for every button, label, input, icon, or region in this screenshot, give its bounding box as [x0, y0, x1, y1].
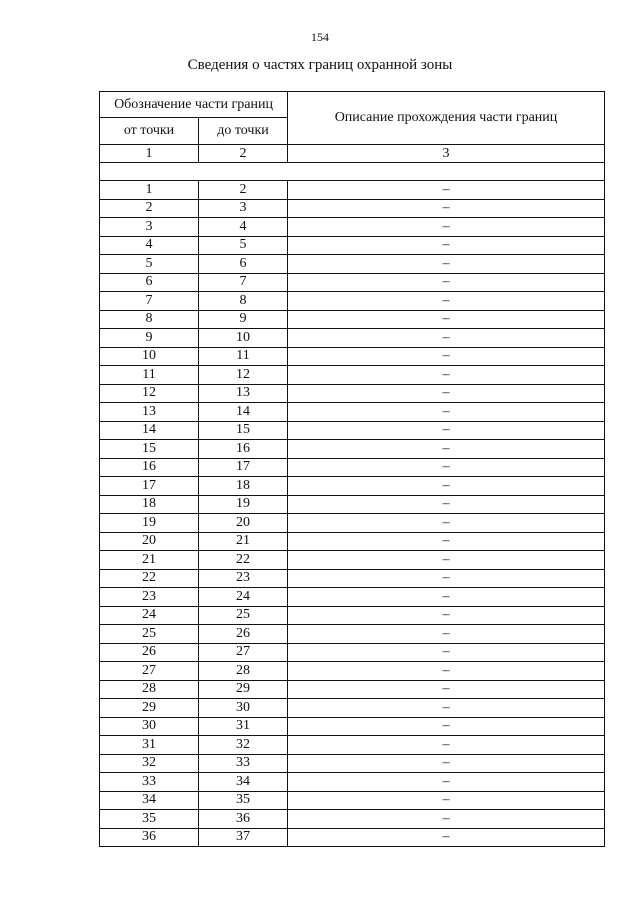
description-cell: – — [288, 532, 605, 551]
table-row — [100, 403, 605, 422]
from-point-cell: 9 — [100, 329, 199, 348]
table-row — [100, 625, 605, 644]
from-point-cell: 24 — [100, 606, 199, 625]
to-point-cell: 9 — [199, 310, 288, 329]
description-cell: – — [288, 273, 605, 292]
table-row — [100, 440, 605, 459]
description-cell: – — [288, 588, 605, 607]
table-row — [100, 736, 605, 755]
column-number-row — [100, 145, 605, 163]
from-point-cell: 32 — [100, 754, 199, 773]
table-row — [100, 384, 605, 403]
from-point-cell: 11 — [100, 366, 199, 385]
to-point-cell: 17 — [199, 458, 288, 477]
description-cell: – — [288, 606, 605, 625]
header-description: Описание прохождения части границ — [288, 92, 605, 145]
from-point-cell: 13 — [100, 403, 199, 422]
from-point-cell: 29 — [100, 699, 199, 718]
table-row — [100, 421, 605, 440]
to-point-cell: 5 — [199, 236, 288, 255]
description-cell: – — [288, 643, 605, 662]
from-point-cell: 3 — [100, 218, 199, 237]
column-number-3: 3 — [288, 145, 605, 163]
table-row — [100, 236, 605, 255]
description-cell: – — [288, 717, 605, 736]
to-point-cell: 8 — [199, 292, 288, 311]
to-point-cell: 15 — [199, 421, 288, 440]
description-cell: – — [288, 625, 605, 644]
table-row — [100, 514, 605, 533]
to-point-cell: 31 — [199, 717, 288, 736]
to-point-cell: 24 — [199, 588, 288, 607]
to-point-cell: 20 — [199, 514, 288, 533]
from-point-cell: 16 — [100, 458, 199, 477]
section-spacer-row — [100, 163, 605, 181]
header-to-point: до точки — [199, 118, 288, 145]
from-point-cell: 2 — [100, 199, 199, 218]
from-point-cell: 15 — [100, 440, 199, 459]
table-row — [100, 551, 605, 570]
from-point-cell: 1 — [100, 181, 199, 200]
description-cell: – — [288, 810, 605, 829]
boundary-parts-table — [99, 91, 605, 847]
from-point-cell: 19 — [100, 514, 199, 533]
page-number: 154 — [311, 30, 329, 44]
description-cell: – — [288, 421, 605, 440]
table-row — [100, 791, 605, 810]
description-cell: – — [288, 514, 605, 533]
description-cell: – — [288, 828, 605, 847]
from-point-cell: 27 — [100, 662, 199, 681]
from-point-cell: 21 — [100, 551, 199, 570]
to-point-cell: 28 — [199, 662, 288, 681]
header-from-point: от точки — [100, 118, 199, 145]
table-row — [100, 292, 605, 311]
description-cell: – — [288, 310, 605, 329]
description-cell: – — [288, 181, 605, 200]
to-point-cell: 6 — [199, 255, 288, 274]
from-point-cell: 33 — [100, 773, 199, 792]
description-cell: – — [288, 662, 605, 681]
from-point-cell: 35 — [100, 810, 199, 829]
description-cell: – — [288, 754, 605, 773]
description-cell: – — [288, 292, 605, 311]
table-row — [100, 532, 605, 551]
column-number-1: 1 — [100, 145, 199, 163]
table-row — [100, 347, 605, 366]
table-row — [100, 643, 605, 662]
table-row — [100, 588, 605, 607]
table-row — [100, 828, 605, 847]
table-row — [100, 717, 605, 736]
to-point-cell: 19 — [199, 495, 288, 514]
table-row — [100, 754, 605, 773]
table-row — [100, 255, 605, 274]
from-point-cell: 34 — [100, 791, 199, 810]
from-point-cell: 23 — [100, 588, 199, 607]
to-point-cell: 36 — [199, 810, 288, 829]
to-point-cell: 25 — [199, 606, 288, 625]
table-row — [100, 699, 605, 718]
description-cell: – — [288, 236, 605, 255]
description-cell: – — [288, 699, 605, 718]
table-row — [100, 477, 605, 496]
from-point-cell: 30 — [100, 717, 199, 736]
to-point-cell: 27 — [199, 643, 288, 662]
description-cell: – — [288, 773, 605, 792]
from-point-cell: 22 — [100, 569, 199, 588]
to-point-cell: 2 — [199, 181, 288, 200]
description-cell: – — [288, 403, 605, 422]
to-point-cell: 4 — [199, 218, 288, 237]
to-point-cell: 23 — [199, 569, 288, 588]
to-point-cell: 16 — [199, 440, 288, 459]
from-point-cell: 17 — [100, 477, 199, 496]
table-row — [100, 569, 605, 588]
table-row — [100, 329, 605, 348]
from-point-cell: 14 — [100, 421, 199, 440]
table-row — [100, 495, 605, 514]
description-cell: – — [288, 255, 605, 274]
from-point-cell: 26 — [100, 643, 199, 662]
table-row — [100, 773, 605, 792]
from-point-cell: 36 — [100, 828, 199, 847]
table-row — [100, 810, 605, 829]
table-row — [100, 218, 605, 237]
description-cell: – — [288, 477, 605, 496]
table-row — [100, 366, 605, 385]
from-point-cell: 5 — [100, 255, 199, 274]
to-point-cell: 22 — [199, 551, 288, 570]
from-point-cell: 12 — [100, 384, 199, 403]
to-point-cell: 37 — [199, 828, 288, 847]
table-row — [100, 310, 605, 329]
to-point-cell: 30 — [199, 699, 288, 718]
table-row — [100, 181, 605, 200]
table-row — [100, 680, 605, 699]
to-point-cell: 34 — [199, 773, 288, 792]
description-cell: – — [288, 366, 605, 385]
description-cell: – — [288, 440, 605, 459]
to-point-cell: 12 — [199, 366, 288, 385]
description-cell: – — [288, 495, 605, 514]
table-row — [100, 199, 605, 218]
description-cell: – — [288, 329, 605, 348]
description-cell: – — [288, 680, 605, 699]
description-cell: – — [288, 458, 605, 477]
table-body — [100, 181, 605, 847]
description-cell: – — [288, 791, 605, 810]
column-number-2: 2 — [199, 145, 288, 163]
description-cell: – — [288, 569, 605, 588]
description-cell: – — [288, 218, 605, 237]
from-point-cell: 28 — [100, 680, 199, 699]
header-row-group — [100, 92, 605, 118]
from-point-cell: 25 — [100, 625, 199, 644]
from-point-cell: 31 — [100, 736, 199, 755]
table-row — [100, 662, 605, 681]
from-point-cell: 6 — [100, 273, 199, 292]
from-point-cell: 10 — [100, 347, 199, 366]
to-point-cell: 33 — [199, 754, 288, 773]
from-point-cell: 18 — [100, 495, 199, 514]
to-point-cell: 11 — [199, 347, 288, 366]
description-cell: – — [288, 384, 605, 403]
to-point-cell: 29 — [199, 680, 288, 699]
header-boundary-designation: Обозначение части границ — [100, 92, 288, 118]
description-cell: – — [288, 551, 605, 570]
section-spacer-cell — [100, 163, 605, 181]
to-point-cell: 32 — [199, 736, 288, 755]
from-point-cell: 4 — [100, 236, 199, 255]
description-cell: – — [288, 199, 605, 218]
to-point-cell: 13 — [199, 384, 288, 403]
to-point-cell: 14 — [199, 403, 288, 422]
to-point-cell: 35 — [199, 791, 288, 810]
from-point-cell: 20 — [100, 532, 199, 551]
table-row — [100, 273, 605, 292]
to-point-cell: 26 — [199, 625, 288, 644]
from-point-cell: 7 — [100, 292, 199, 311]
to-point-cell: 10 — [199, 329, 288, 348]
table-row — [100, 458, 605, 477]
description-cell: – — [288, 347, 605, 366]
to-point-cell: 21 — [199, 532, 288, 551]
to-point-cell: 18 — [199, 477, 288, 496]
description-cell: – — [288, 736, 605, 755]
to-point-cell: 3 — [199, 199, 288, 218]
table-row — [100, 606, 605, 625]
from-point-cell: 8 — [100, 310, 199, 329]
document-title: Сведения о частях границ охранной зоны — [187, 57, 453, 73]
to-point-cell: 7 — [199, 273, 288, 292]
